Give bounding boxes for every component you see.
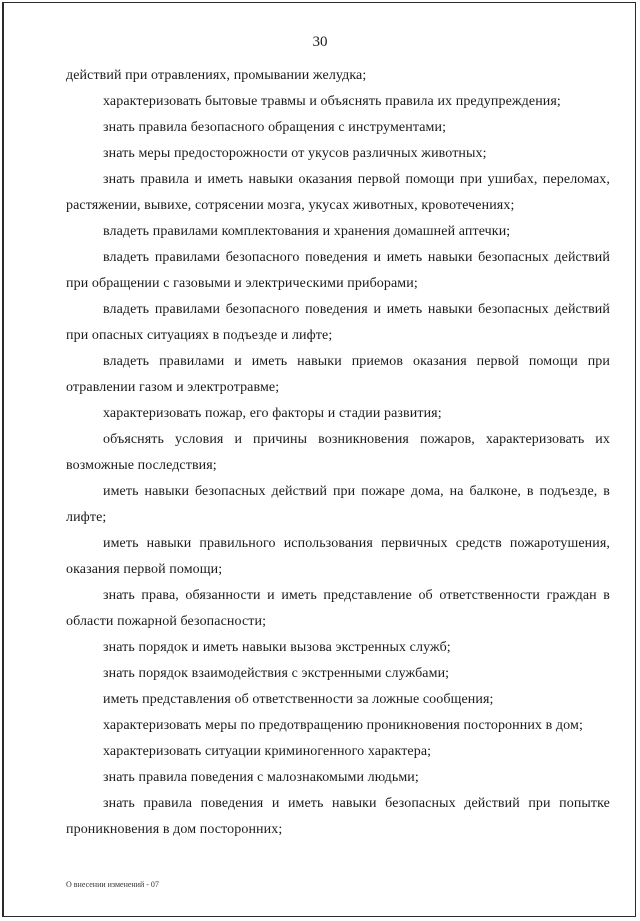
paragraph: знать права, обязанности и иметь представление об ответственности граждан в области пожарной безопасности;	[66, 588, 610, 629]
paragraph: владеть правилами безопасного поведения и иметь навыки безопасных действий при опасных ситуациях в подъезде и лифте;	[66, 302, 610, 343]
paragraph: действий при отравлениях, промывании желудка;	[66, 68, 367, 83]
paragraph: знать порядок и иметь навыки вызова экстренных служб;	[103, 640, 451, 655]
paragraph: знать правила безопасного обращения с инструментами;	[103, 120, 447, 135]
paragraph: владеть правилами комплектования и хранения домашней аптечки;	[103, 224, 511, 239]
paragraph: знать правила и иметь навыки оказания первой помощи при ушибах, переломах, растяжении, вывихе, сотрясении мозга, укусах животных, кровотечениях;	[66, 172, 610, 213]
document-footer: О внесении изменений - 07	[66, 880, 159, 889]
paragraph: владеть правилами безопасного поведения и иметь навыки безопасных действий при обращении с газовыми и электрическими приборами;	[66, 250, 610, 291]
paragraph: знать порядок взаимодействия с экстренными службами;	[103, 666, 450, 681]
paragraph: характеризовать бытовые травмы и объяснять правила их предупреждения;	[103, 94, 561, 109]
paragraph: иметь представления об ответственности за ложные сообщения;	[103, 692, 494, 707]
paragraph: знать правила поведения с малознакомыми людьми;	[103, 770, 419, 785]
paragraph: характеризовать пожар, его факторы и стадии развития;	[103, 406, 442, 421]
paragraph: владеть правилами и иметь навыки приемов оказания первой помощи при отравлении газом и электротравме;	[66, 354, 610, 395]
page-number: 30	[312, 34, 328, 50]
document-body	[66, 63, 610, 843]
paragraph: знать меры предосторожности от укусов различных животных;	[103, 146, 487, 161]
paragraph: характеризовать меры по предотвращению проникновения посторонних в дом;	[103, 718, 583, 733]
paragraph: объяснять условия и причины возникновения пожаров, характеризовать их возможные последствия;	[66, 432, 610, 473]
paragraph: иметь навыки безопасных действий при пожаре дома, на балконе, в подъезде, в лифте;	[66, 484, 610, 525]
paragraph: характеризовать ситуации криминогенного характера;	[103, 744, 432, 759]
paragraph: иметь навыки правильного использования первичных средств пожаротушения, оказания первой помощи;	[66, 536, 610, 577]
paragraph: знать правила поведения и иметь навыки безопасных действий при попытке проникновения в дом посторонних;	[66, 796, 610, 837]
